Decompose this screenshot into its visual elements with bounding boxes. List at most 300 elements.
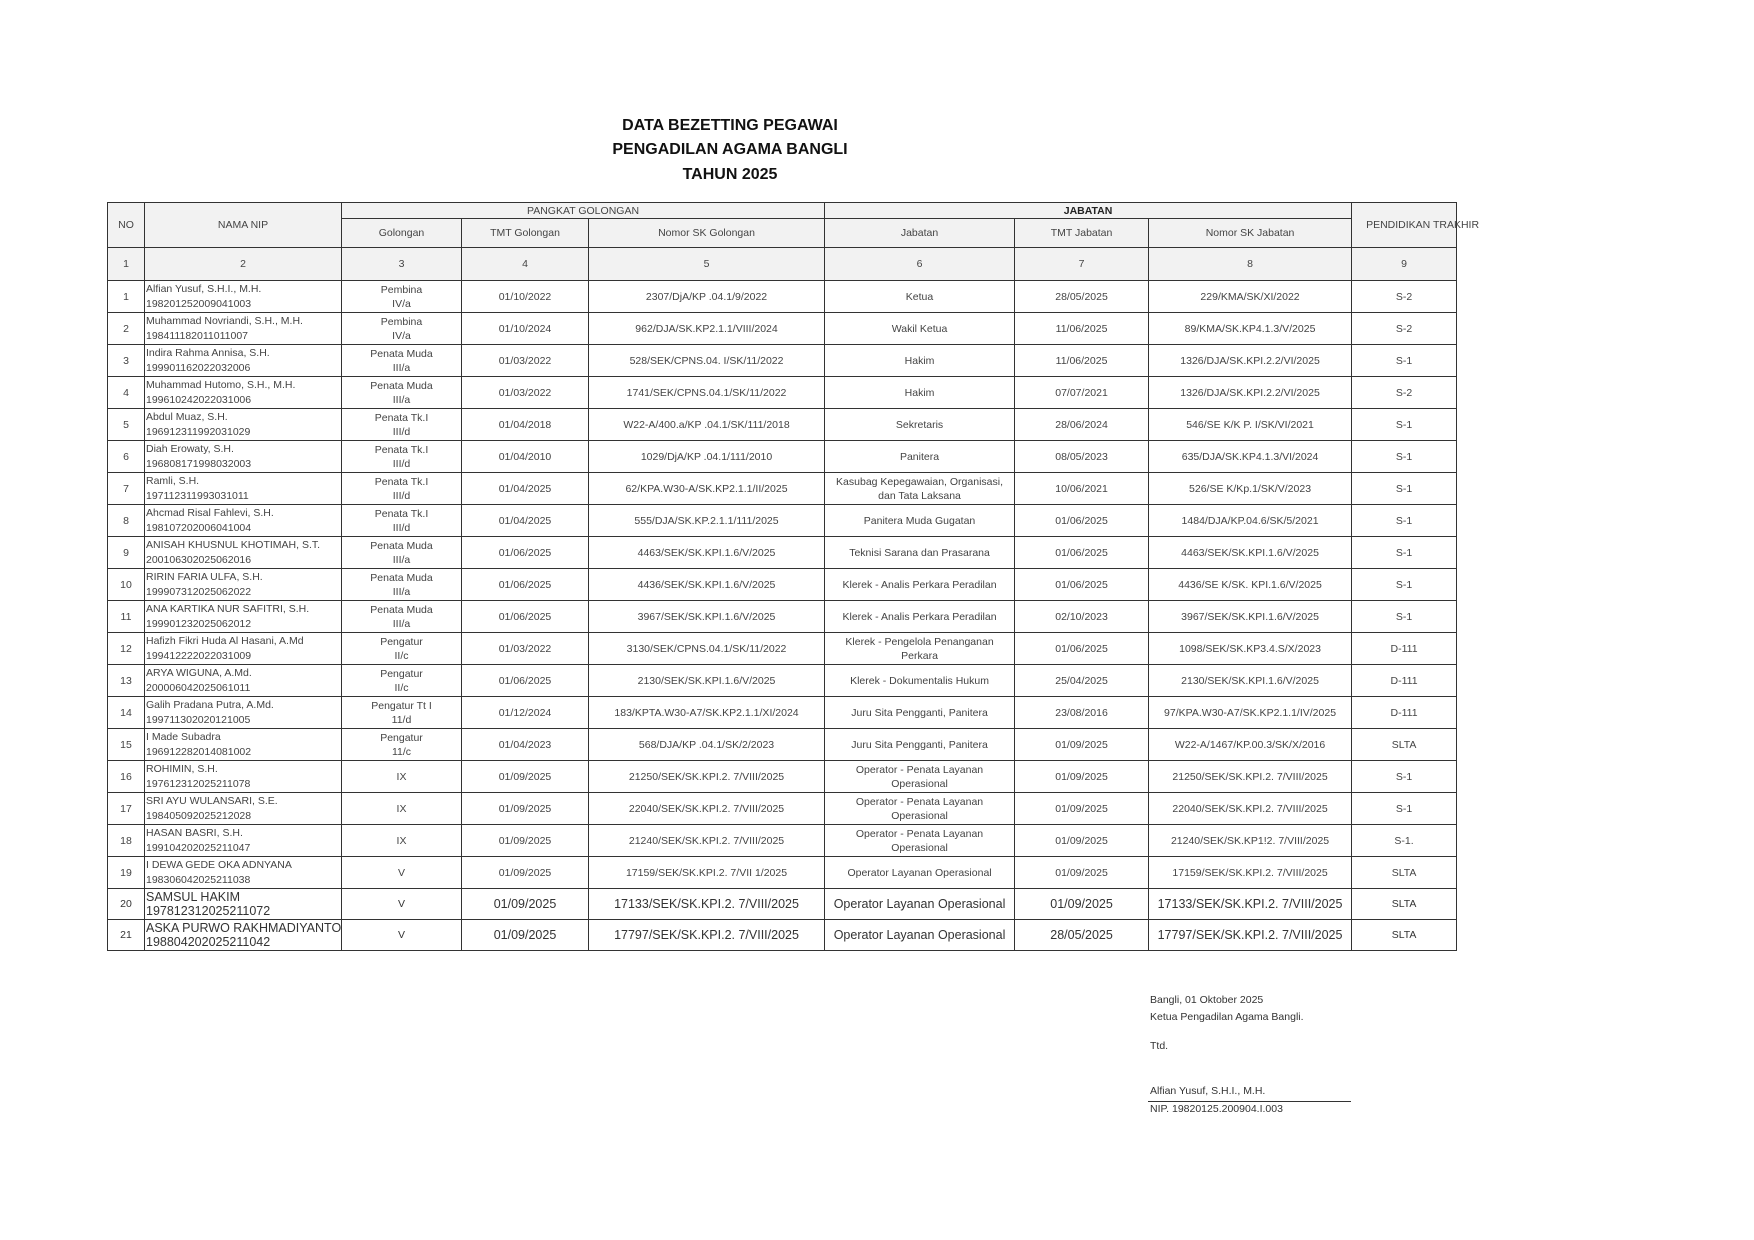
cell-nomor-sk-jabatan (1149, 920, 1352, 951)
cell-golongan-gol: III/d (392, 457, 411, 470)
cell-pendidikan (1352, 569, 1457, 601)
cell-tmt-jabatan (1015, 793, 1149, 825)
cell-tmt-golongan-tmt-gol: 01/09/2025 (498, 770, 552, 783)
cell-nomor-sk-jabatan (1149, 633, 1352, 665)
cell-jabatan (825, 857, 1015, 889)
cell-nomor-sk-golongan-sk-gol: 2130/SEK/SK.KPI.1.6/V/2025 (637, 674, 776, 687)
cell-nama-nip-nama: Hafizh Fikri Huda Al Hasani, A.Md (146, 634, 304, 647)
cell-nomor-sk-golongan-sk-gol: 62/KPA.W30-A/SK.KP2.1.1/II/2025 (625, 482, 788, 495)
cell-tmt-golongan (462, 313, 589, 345)
cell-golongan (342, 473, 462, 505)
cell-golongan (342, 665, 462, 697)
cell-nomor-sk-jabatan-sk-jab: W22-A/1467/KP.00.3/SK/X/2016 (1174, 738, 1326, 751)
table-row (108, 601, 1457, 633)
cell-tmt-jabatan (1015, 920, 1149, 951)
cell-tmt-jabatan (1015, 569, 1149, 601)
cell-tmt-golongan (462, 441, 589, 473)
cell-pendidikan (1352, 473, 1457, 505)
cell-jabatan (825, 441, 1015, 473)
cell-tmt-golongan-tmt-gol: 01/04/2023 (498, 738, 552, 751)
document-title: DATA BEZETTING PEGAWAI (622, 117, 838, 134)
cell-nomor-sk-golongan (589, 633, 825, 665)
cell-golongan (342, 601, 462, 633)
cell-golongan-gol: IV/a (392, 297, 411, 310)
cell-nomor-sk-jabatan-sk-jab: 17133/SEK/SK.KPI.2. 7/VIII/2025 (1157, 897, 1343, 911)
cell-tmt-golongan-tmt-gol: 01/09/2025 (493, 897, 557, 911)
cell-golongan (342, 441, 462, 473)
cell-nama-nip-nama: RIRIN FARIA ULFA, S.H. (146, 570, 263, 583)
cell-no-no: 21 (120, 929, 132, 941)
cell-nomor-sk-golongan-sk-gol: 568/DJA/KP .04.1/SK/2/2023 (638, 738, 775, 751)
cell-golongan-pangkat: Pengatur Tt I (371, 699, 432, 712)
cell-golongan-gol: III/d (392, 521, 411, 534)
cell-no-no: 13 (120, 674, 132, 687)
cell-nama-nip-nama: SAMSUL HAKIM (146, 890, 241, 904)
cell-nomor-sk-golongan-sk-gol: 183/KPTA.W30-A7/SK.KP2.1.1/XI/2024 (614, 706, 799, 719)
cell-nomor-sk-jabatan-sk-jab: 2130/SEK/SK.KPI.1.6/V/2025 (1181, 674, 1319, 687)
cell-nomor-sk-jabatan-sk-jab: 4436/SE K/SK. KPI.1.6/V/2025 (1178, 578, 1322, 591)
cell-nomor-sk-jabatan (1149, 825, 1352, 857)
cell-no (108, 889, 145, 920)
cell-golongan-gol: V (397, 929, 405, 941)
cell-jabatan-jabatan: Klerek - Dokumentalis Hukum (850, 674, 989, 687)
cell-nama-nip (145, 761, 342, 793)
cell-nama-nip (145, 313, 342, 345)
cell-nama-nip (145, 697, 342, 729)
cell-golongan-gol: III/a (392, 361, 411, 374)
cell-nama-nip-nip: 198411182011011007 (146, 329, 248, 342)
column-number: 9 (1352, 248, 1457, 281)
cell-nama-nip-nip: 200106302025062016 (146, 553, 252, 566)
cell-golongan (342, 377, 462, 409)
cell-jabatan (825, 377, 1015, 409)
cell-jabatan (825, 697, 1015, 729)
cell-jabatan (825, 569, 1015, 601)
cell-nomor-sk-golongan (589, 345, 825, 377)
cell-pendidikan-pend: D-111 (1390, 674, 1418, 687)
cell-nama-nip (145, 537, 342, 569)
signature-line (1148, 1101, 1351, 1102)
cell-no (108, 441, 145, 473)
cell-pendidikan (1352, 537, 1457, 569)
table-row (108, 409, 1457, 441)
cell-golongan-gol: III/a (392, 585, 411, 598)
table-row (108, 505, 1457, 537)
cell-nomor-sk-jabatan (1149, 441, 1352, 473)
cell-nama-nip (145, 569, 342, 601)
cell-nama-nip (145, 665, 342, 697)
cell-golongan-gol: III/d (392, 489, 411, 502)
cell-tmt-jabatan (1015, 281, 1149, 313)
cell-tmt-jabatan (1015, 345, 1149, 377)
cell-pendidikan-pend: SLTA (1391, 866, 1417, 879)
table-row (108, 281, 1457, 313)
cell-nomor-sk-golongan (589, 665, 825, 697)
cell-nama-nip-nama: Alfian Yusuf, S.H.I., M.H. (146, 282, 262, 295)
header-pangkat-golongan: PANGKAT GOLONGAN (342, 203, 825, 219)
column-number: 7 (1015, 248, 1149, 281)
footer-signer-name: Alfian Yusuf, S.H.I., M.H. (1150, 1085, 1266, 1097)
cell-nomor-sk-jabatan-sk-jab: 17797/SEK/SK.KPI.2. 7/VIII/2025 (1157, 928, 1343, 942)
cell-nama-nip-nama: Ramli, S.H. (146, 474, 200, 487)
cell-nama-nip (145, 857, 342, 889)
cell-nama-nip-nip: 200006042025061011 (146, 681, 251, 694)
cell-tmt-golongan-tmt-gol: 01/09/2025 (498, 834, 552, 847)
cell-golongan-gol: 11/d (391, 713, 412, 726)
cell-tmt-jabatan (1015, 505, 1149, 537)
cell-tmt-golongan-tmt-gol: 01/04/2018 (498, 418, 552, 431)
cell-tmt-golongan (462, 633, 589, 665)
cell-jabatan-jabatan: Hakim (904, 354, 935, 367)
cell-tmt-golongan-tmt-gol: 01/03/2022 (498, 386, 552, 399)
cell-golongan-pangkat: Penata Tk.I (374, 507, 429, 520)
cell-golongan (342, 920, 462, 951)
cell-jabatan-jabatan: Kasubag Kepegawaian, Organisasi, dan Tata Laksana (836, 475, 1003, 502)
cell-nomor-sk-golongan (589, 857, 825, 889)
table-row (108, 537, 1457, 569)
cell-pendidikan (1352, 761, 1457, 793)
cell-golongan-pangkat: Pengatur (380, 731, 423, 744)
cell-golongan (342, 281, 462, 313)
cell-pendidikan (1352, 441, 1457, 473)
cell-nama-nip-nama: Diah Erowaty, S.H. (146, 442, 234, 455)
cell-pendidikan-pend: S-2 (1395, 290, 1413, 303)
column-number: 5 (589, 248, 825, 281)
cell-tmt-jabatan-tmt-jab: 01/06/2025 (1055, 514, 1108, 527)
cell-nama-nip (145, 633, 342, 665)
cell-tmt-golongan (462, 473, 589, 505)
cell-no-no: 6 (123, 450, 129, 463)
cell-golongan-pangkat: Penata Tk.I (374, 411, 429, 424)
cell-nomor-sk-jabatan (1149, 281, 1352, 313)
cell-no-no: 15 (120, 738, 132, 751)
cell-nama-nip-nama: I Made Subadra (146, 730, 221, 743)
cell-no (108, 377, 145, 409)
cell-tmt-golongan-tmt-gol: 01/09/2025 (498, 802, 552, 815)
cell-nomor-sk-golongan-sk-gol: 21250/SEK/SK.KPI.2. 7/VIII/2025 (628, 770, 785, 783)
cell-nama-nip (145, 441, 342, 473)
cell-tmt-jabatan-tmt-jab: 01/09/2025 (1055, 802, 1108, 815)
cell-tmt-jabatan-tmt-jab: 01/09/2025 (1055, 834, 1108, 847)
cell-nomor-sk-golongan-sk-gol: 555/DJA/SK.KP.2.1.1/111/2025 (634, 514, 779, 527)
cell-pendidikan-pend: S-2 (1395, 322, 1413, 335)
cell-no-no: 14 (120, 706, 132, 719)
cell-no (108, 857, 145, 889)
cell-nomor-sk-jabatan (1149, 665, 1352, 697)
cell-tmt-golongan (462, 825, 589, 857)
document-subtitle-year: TAHUN 2025 (682, 166, 778, 183)
cell-tmt-golongan (462, 377, 589, 409)
cell-tmt-jabatan (1015, 377, 1149, 409)
cell-nama-nip-nip: 199901232025062012 (146, 617, 252, 630)
cell-pendidikan-pend: D-111 (1390, 706, 1418, 719)
table-row (108, 441, 1457, 473)
cell-jabatan (825, 793, 1015, 825)
cell-jabatan-jabatan: Juru Sita Pengganti, Panitera (851, 738, 988, 751)
cell-tmt-jabatan-tmt-jab: 01/06/2025 (1055, 546, 1108, 559)
cell-golongan (342, 857, 462, 889)
cell-nama-nip-nama: ANA KARTIKA NUR SAFITRI, S.H. (146, 602, 310, 615)
cell-golongan (342, 569, 462, 601)
cell-pendidikan (1352, 889, 1457, 920)
cell-jabatan (825, 505, 1015, 537)
cell-nomor-sk-golongan-sk-gol: 2307/DjA/KP .04.1/9/2022 (645, 290, 768, 303)
cell-nama-nip-nip: 197612312025211078 (146, 777, 251, 790)
cell-nama-nip-nip: 199104202025211047 (146, 841, 251, 854)
cell-tmt-jabatan-tmt-jab: 25/04/2025 (1055, 674, 1108, 687)
cell-pendidikan (1352, 633, 1457, 665)
cell-nama-nip-nama: Muhammad Hutomo, S.H., M.H. (146, 378, 296, 391)
cell-nama-nip-nip: 196912311992031029 (146, 425, 251, 438)
cell-jabatan (825, 920, 1015, 951)
cell-tmt-golongan-tmt-gol: 01/06/2025 (498, 610, 552, 623)
header-jabatan: Jabatan (825, 219, 1015, 248)
cell-golongan (342, 761, 462, 793)
cell-golongan (342, 633, 462, 665)
cell-tmt-jabatan-tmt-jab: 01/09/2025 (1055, 770, 1108, 783)
cell-nomor-sk-jabatan (1149, 569, 1352, 601)
header-tmt-jabatan: TMT Jabatan (1015, 219, 1149, 248)
cell-jabatan-jabatan: Hakim (904, 386, 935, 399)
cell-nama-nip-nama: ARYA WIGUNA, A.Md. (146, 666, 252, 679)
cell-pendidikan (1352, 377, 1457, 409)
cell-no (108, 569, 145, 601)
cell-pendidikan (1352, 345, 1457, 377)
cell-nama-nip-nip: 196912282014081002 (146, 745, 252, 758)
cell-pendidikan (1352, 729, 1457, 761)
cell-nomor-sk-jabatan (1149, 601, 1352, 633)
cell-nomor-sk-jabatan-sk-jab: 526/SE K/Kp.1/SK/V/2023 (1189, 482, 1312, 495)
cell-nama-nip (145, 473, 342, 505)
cell-tmt-jabatan-tmt-jab: 01/09/2025 (1050, 897, 1113, 911)
cell-tmt-jabatan (1015, 857, 1149, 889)
cell-nama-nip (145, 889, 342, 920)
cell-jabatan (825, 633, 1015, 665)
cell-golongan (342, 505, 462, 537)
cell-nomor-sk-golongan (589, 281, 825, 313)
cell-nomor-sk-jabatan (1149, 505, 1352, 537)
cell-pendidikan-pend: S-1 (1395, 418, 1413, 431)
cell-golongan-pangkat: Penata Tk.I (374, 475, 429, 488)
cell-nomor-sk-jabatan-sk-jab: 546/SE K/K P. I/SK/VI/2021 (1186, 418, 1314, 431)
cell-nomor-sk-jabatan-sk-jab: 635/DJA/SK.KP4.1.3/VI/2024 (1181, 450, 1319, 463)
cell-nama-nip-nip: 199610242022031006 (146, 393, 252, 406)
cell-tmt-golongan (462, 857, 589, 889)
cell-tmt-jabatan-tmt-jab: 01/09/2025 (1055, 738, 1108, 751)
cell-tmt-jabatan (1015, 825, 1149, 857)
cell-jabatan-jabatan: Operator Layanan Operasional (847, 866, 992, 879)
cell-golongan-gol: IV/a (392, 329, 411, 342)
cell-no-no: 2 (123, 322, 129, 335)
cell-golongan (342, 729, 462, 761)
cell-golongan-gol: III/a (392, 617, 411, 630)
table-row (108, 473, 1457, 505)
cell-jabatan (825, 601, 1015, 633)
cell-golongan-gol: III/a (392, 393, 411, 406)
cell-nomor-sk-golongan-sk-gol: 21240/SEK/SK.KPI.2. 7/VIII/2025 (628, 834, 785, 847)
cell-tmt-golongan-tmt-gol: 01/04/2025 (498, 482, 552, 495)
cell-golongan (342, 537, 462, 569)
cell-no (108, 601, 145, 633)
cell-tmt-jabatan (1015, 313, 1149, 345)
cell-nomor-sk-golongan-sk-gol: 3130/SEK/CPNS.04.1/SK/11/2022 (626, 642, 787, 655)
cell-nama-nip-nip: 198201252009041003 (146, 297, 252, 310)
cell-no (108, 761, 145, 793)
cell-nomor-sk-golongan (589, 729, 825, 761)
cell-nomor-sk-jabatan-sk-jab: 1098/SEK/SK.KP3.4.S/X/2023 (1179, 642, 1321, 655)
cell-pendidikan-pend: S-1 (1395, 450, 1413, 463)
cell-no-no: 19 (120, 866, 132, 879)
cell-pendidikan-pend: S-1 (1395, 578, 1413, 591)
cell-nama-nip-nip: 197112311993031011 (146, 489, 249, 502)
cell-nomor-sk-jabatan (1149, 761, 1352, 793)
cell-tmt-jabatan-tmt-jab: 11/06/2025 (1055, 322, 1108, 335)
cell-tmt-golongan-tmt-gol: 01/06/2025 (498, 578, 552, 591)
header-pendidikan: PENDIDIKAN TRAKHIR (1352, 203, 1457, 248)
cell-pendidikan (1352, 920, 1457, 951)
cell-pendidikan (1352, 505, 1457, 537)
cell-nama-nip (145, 345, 342, 377)
header-nomor-sk-golongan: Nomor SK Golongan (589, 219, 825, 248)
cell-pendidikan-pend: D-111 (1390, 642, 1418, 655)
table-row (108, 793, 1457, 825)
column-number: 1 (108, 248, 145, 281)
cell-golongan (342, 345, 462, 377)
cell-golongan (342, 825, 462, 857)
cell-nomor-sk-jabatan-sk-jab: 21250/SEK/SK.KPI.2. 7/VIII/2025 (1172, 770, 1328, 783)
cell-tmt-jabatan (1015, 697, 1149, 729)
cell-jabatan-jabatan: Panitera (899, 450, 940, 463)
cell-nomor-sk-jabatan-sk-jab: 17159/SEK/SK.KPI.2. 7/VIII/2025 (1172, 866, 1328, 879)
header-nomor-sk-jabatan: Nomor SK Jabatan (1149, 219, 1352, 248)
table-row (108, 761, 1457, 793)
cell-jabatan-jabatan: Operator - Penata Layanan Operasional (855, 795, 984, 822)
cell-nomor-sk-jabatan-sk-jab: 89/KMA/SK.KP4.1.3/V/2025 (1184, 322, 1316, 335)
cell-no-no: 12 (120, 642, 132, 655)
column-number: 4 (462, 248, 589, 281)
cell-golongan-gol: IX (396, 802, 407, 815)
cell-pendidikan-pend: SLTA (1391, 898, 1417, 910)
footer-signer-nip: NIP. 19820125.200904.I.003 (1150, 1103, 1283, 1115)
column-number: 8 (1149, 248, 1352, 281)
cell-pendidikan-pend: S-1 (1395, 802, 1413, 815)
cell-pendidikan (1352, 665, 1457, 697)
cell-nama-nip-nama: ASKA PURWO RAKHMADIYANTO (146, 921, 342, 935)
cell-nama-nip-nip: 198306042025211038 (146, 873, 251, 886)
cell-no (108, 505, 145, 537)
cell-tmt-golongan (462, 505, 589, 537)
cell-nama-nip-nip: 196808171998032003 (146, 457, 252, 470)
cell-nomor-sk-golongan (589, 825, 825, 857)
cell-pendidikan (1352, 313, 1457, 345)
cell-nama-nip-nama: Indira Rahma Annisa, S.H. (146, 346, 270, 359)
cell-nomor-sk-golongan (589, 537, 825, 569)
cell-tmt-golongan-tmt-gol: 01/06/2025 (498, 674, 552, 687)
cell-jabatan (825, 825, 1015, 857)
cell-tmt-golongan (462, 665, 589, 697)
cell-tmt-golongan (462, 793, 589, 825)
cell-no (108, 633, 145, 665)
header-no: NO (108, 203, 145, 248)
cell-tmt-jabatan (1015, 889, 1149, 920)
cell-tmt-jabatan-tmt-jab: 01/06/2025 (1055, 578, 1108, 591)
cell-nomor-sk-golongan-sk-gol: 17133/SEK/SK.KPI.2. 7/VIII/2025 (614, 897, 799, 911)
cell-tmt-golongan (462, 345, 589, 377)
footer-place-date: Bangli, 01 Oktober 2025 (1150, 994, 1264, 1006)
cell-tmt-golongan (462, 697, 589, 729)
cell-no (108, 313, 145, 345)
cell-nomor-sk-golongan-sk-gol: 962/DJA/SK.KP2.1.1/VIII/2024 (635, 322, 778, 335)
header-jabatan-group: JABATAN (825, 203, 1352, 219)
cell-golongan-gol: IX (396, 770, 407, 783)
cell-nama-nip-nama: ANISAH KHUSNUL KHOTIMAH, S.T. (146, 538, 321, 551)
cell-jabatan-jabatan: Klerek - Analis Perkara Peradilan (842, 610, 997, 623)
cell-golongan (342, 889, 462, 920)
cell-no (108, 920, 145, 951)
cell-tmt-golongan (462, 569, 589, 601)
cell-golongan-gol: 11/c (391, 745, 412, 758)
cell-jabatan (825, 729, 1015, 761)
cell-nomor-sk-golongan (589, 697, 825, 729)
cell-tmt-jabatan-tmt-jab: 28/06/2024 (1055, 418, 1108, 431)
cell-tmt-golongan (462, 920, 589, 951)
cell-golongan-gol: V (397, 898, 405, 910)
cell-tmt-jabatan-tmt-jab: 28/05/2025 (1050, 928, 1113, 942)
table-row (108, 920, 1457, 951)
cell-nomor-sk-golongan (589, 313, 825, 345)
cell-nomor-sk-golongan (589, 473, 825, 505)
table-row (108, 665, 1457, 697)
table-row (108, 633, 1457, 665)
cell-tmt-jabatan (1015, 409, 1149, 441)
cell-no (108, 537, 145, 569)
cell-tmt-golongan (462, 281, 589, 313)
cell-no-no: 8 (123, 514, 129, 527)
cell-tmt-jabatan-tmt-jab: 23/08/2016 (1055, 706, 1108, 719)
table-row (108, 569, 1457, 601)
cell-nomor-sk-golongan (589, 761, 825, 793)
cell-no-no: 11 (120, 610, 132, 623)
cell-tmt-golongan-tmt-gol: 01/09/2025 (498, 866, 552, 879)
cell-nomor-sk-jabatan (1149, 857, 1352, 889)
cell-nama-nip-nama: HASAN BASRI, S.H. (146, 826, 243, 839)
table-row (108, 377, 1457, 409)
cell-nomor-sk-jabatan-sk-jab: 22040/SEK/SK.KPI.2. 7/VIII/2025 (1172, 802, 1328, 815)
cell-nama-nip (145, 505, 342, 537)
cell-tmt-golongan-tmt-gol: 01/04/2025 (498, 514, 552, 527)
cell-nomor-sk-golongan-sk-gol: 1029/DjA/KP .04.1/111/2010 (640, 450, 773, 463)
cell-jabatan-jabatan: Panitera Muda Gugatan (863, 514, 976, 527)
cell-nama-nip-nip: 197812312025211072 (146, 904, 271, 918)
cell-pendidikan-pend: S-1 (1395, 610, 1413, 623)
cell-nomor-sk-golongan-sk-gol: 17159/SEK/SK.KPI.2. 7/VII 1/2025 (625, 866, 788, 879)
cell-nama-nip (145, 377, 342, 409)
cell-tmt-jabatan-tmt-jab: 07/07/2021 (1055, 386, 1108, 399)
cell-jabatan-jabatan: Klerek - Analis Perkara Peradilan (842, 578, 997, 591)
cell-pendidikan-pend: S-1 (1395, 770, 1413, 783)
bezetting-table (107, 202, 1480, 951)
cell-nama-nip-nip: 198804202025211042 (146, 935, 271, 949)
cell-jabatan (825, 889, 1015, 920)
cell-nomor-sk-golongan (589, 920, 825, 951)
cell-no-no: 10 (120, 578, 132, 591)
cell-golongan-gol: II/c (394, 649, 409, 662)
cell-nama-nip-nama: SRI AYU WULANSARI, S.E. (146, 794, 278, 807)
cell-jabatan-jabatan: Wakil Ketua (891, 322, 948, 335)
cell-nomor-sk-jabatan-sk-jab: 1326/DJA/SK.KPI.2.2/VI/2025 (1180, 386, 1320, 399)
cell-tmt-golongan (462, 729, 589, 761)
cell-jabatan (825, 537, 1015, 569)
